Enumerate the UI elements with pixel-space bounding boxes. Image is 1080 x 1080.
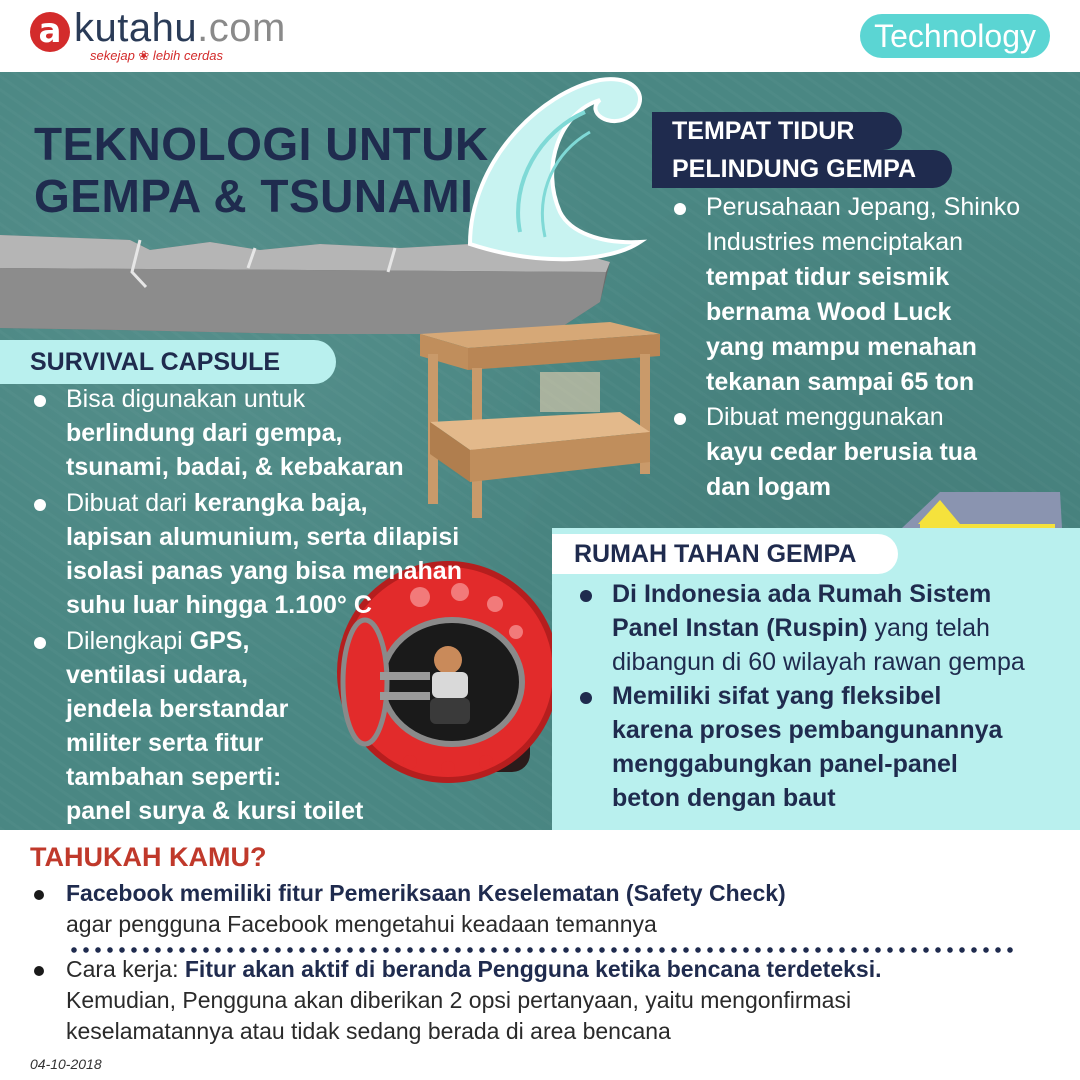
dotted-divider bbox=[68, 946, 1018, 954]
list-item-text: bernama Wood Luck bbox=[706, 298, 952, 326]
seismic-bed-list bbox=[670, 190, 1070, 505]
list-item-text: Bisa digunakan untuk bbox=[66, 385, 306, 413]
list-item-text: tsunami, badai, & kebakaran bbox=[66, 453, 404, 481]
list-item-text: tekanan sampai 65 ton bbox=[706, 368, 975, 396]
main-panel bbox=[0, 72, 1080, 830]
list-item-text: suhu luar hingga 1.100° C bbox=[66, 591, 372, 619]
logo-name: kutahu bbox=[74, 6, 198, 50]
list-item-text-regular: Dilengkapi bbox=[66, 627, 190, 655]
list-item-text: dan logam bbox=[706, 473, 832, 501]
logo-tagline: sekejap ❀ lebih cerdas bbox=[90, 48, 224, 63]
list-item-text: yang mampu menahan bbox=[706, 333, 977, 361]
list-item-text-bold: GPS, bbox=[189, 627, 250, 655]
list-item-text: lapisan alumunium, serta dilapisi bbox=[66, 523, 460, 551]
list-item-text bbox=[66, 954, 1070, 985]
list-item-text: Di Indonesia ada Rumah Sistem bbox=[612, 580, 992, 608]
list-item-text-regular: Cara kerja: bbox=[66, 956, 185, 982]
list-item-text: tempat tidur seismik bbox=[706, 263, 950, 291]
list-item-text: Kemudian, Pengguna akan diberikan 2 opsi pertanyaan, yaitu mengonfirmasi bbox=[66, 987, 852, 1013]
main-title-line1: TEKNOLOGI UNTUK bbox=[34, 118, 489, 170]
list-item-text: panel surya & kursi toilet bbox=[66, 797, 364, 825]
list-item bbox=[670, 190, 1070, 400]
list-item-text-bold: Panel Instan (Ruspin) bbox=[612, 614, 868, 642]
list-item-text-bold: kerangka baja, bbox=[193, 489, 368, 517]
list-item-text-regular: yang telah bbox=[867, 614, 990, 642]
list-item-text: agar pengguna Facebook mengetahui keadaan temannya bbox=[66, 911, 657, 937]
publish-date: 04-10-2018 bbox=[30, 1056, 102, 1072]
list-item-text: menggabungkan panel-panel bbox=[612, 750, 958, 778]
list-item-text: beton dengan baut bbox=[612, 784, 836, 812]
list-item-text: kayu cedar berusia tua bbox=[706, 438, 977, 466]
survival-capsule-list bbox=[30, 382, 500, 830]
seismic-bed-label-line1: TEMPAT TIDUR bbox=[652, 112, 902, 150]
list-item bbox=[30, 624, 500, 828]
did-you-know-list bbox=[30, 878, 1070, 1047]
list-item-text-bold: Fitur akan aktif di beranda Pengguna ketika bencana terdeteksi. bbox=[184, 956, 882, 982]
list-item-text: isolasi panas yang bisa menahan bbox=[66, 557, 462, 585]
list-item-text: karena proses pembangunannya bbox=[612, 716, 1003, 744]
seismic-bed-label-line2: PELINDUNG GEMPA bbox=[652, 150, 952, 188]
header bbox=[0, 0, 1080, 72]
earthquake-house-list bbox=[576, 577, 1076, 815]
list-item-text: berlindung dari gempa, bbox=[66, 419, 343, 447]
list-item bbox=[576, 679, 1076, 815]
list-item-text: keselamatannya atau tidak sedang berada di area bencana bbox=[66, 1018, 671, 1044]
list-item-text: Industries menciptakan bbox=[706, 228, 964, 256]
logo-domain: .com bbox=[197, 6, 286, 50]
list-item-text: Perusahaan Jepang, Shinko bbox=[706, 193, 1021, 221]
survival-capsule-label: SURVIVAL CAPSULE bbox=[0, 340, 336, 384]
earthquake-house-label: RUMAH TAHAN GEMPA bbox=[552, 534, 898, 574]
logo-wordmark bbox=[74, 6, 286, 51]
category-badge[interactable]: Technology bbox=[860, 14, 1050, 58]
list-item bbox=[30, 486, 500, 622]
list-item bbox=[30, 878, 1070, 940]
list-item bbox=[576, 577, 1076, 679]
main-title bbox=[34, 118, 554, 222]
did-you-know-title: TAHUKAH KAMU? bbox=[30, 842, 267, 872]
list-item-text: Memiliki sifat yang fleksibel bbox=[612, 682, 942, 710]
list-item-text: tambahan seperti: bbox=[66, 763, 282, 791]
list-item bbox=[30, 382, 500, 484]
list-item bbox=[30, 954, 1070, 1047]
main-title-line2: GEMPA & TSUNAMI bbox=[34, 170, 474, 222]
list-item-text: Dibuat menggunakan bbox=[706, 403, 944, 431]
list-item-text: Facebook memiliki fitur Pemeriksaan Keselematan (Safety Check) bbox=[66, 880, 786, 906]
list-item-text bbox=[66, 486, 500, 520]
list-item-text: militer serta fitur bbox=[66, 729, 264, 757]
list-item-text-regular: Dibuat dari bbox=[66, 489, 194, 517]
did-you-know-section bbox=[0, 830, 1080, 1080]
list-item-text bbox=[612, 611, 1076, 645]
list-item-text: dibangun di 60 wilayah rawan gempa bbox=[612, 648, 1025, 676]
list-item-text: jendela berstandar bbox=[66, 695, 289, 723]
list-item-text bbox=[66, 624, 500, 658]
list-item bbox=[670, 400, 1070, 505]
list-item-text: ventilasi udara, bbox=[66, 661, 249, 689]
logo-letter-icon: a bbox=[30, 12, 70, 52]
